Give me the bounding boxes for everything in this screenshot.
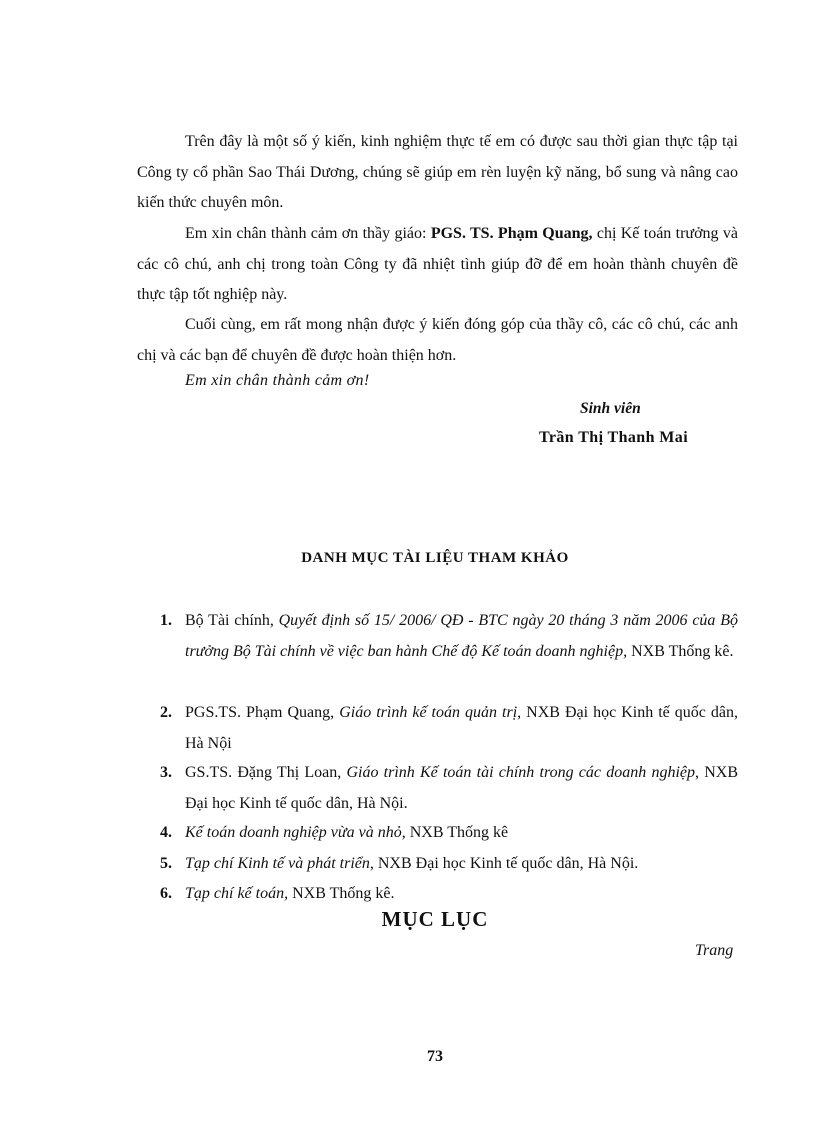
reference-title: Giáo trình Kế toán tài chính trong các doanh nghiệp [346, 764, 695, 781]
reference-number: 4. [160, 824, 172, 841]
reference-publisher: , NXB Đại học Kinh tế quốc dân, Hà Nội. [185, 764, 738, 812]
references-title: DANH MỤC TÀI LIỆU THAM KHẢO [301, 550, 569, 566]
ack-text-end: chị Kế toán trưởng và các cô chú, anh chị trong toàn Công ty đã nhiệt tình giúp đỡ để em hoàn thành chuyên đề thực tập tốt nghiệp này. [137, 225, 739, 303]
reference-author: PGS.TS. Phạm Quang, [185, 704, 340, 721]
reference-publisher: NXB Thống kê. [627, 643, 734, 660]
reference-publisher: NXB Đại học Kinh tế quốc dân, Hà Nội [185, 704, 739, 752]
page-number: 73 [427, 1048, 443, 1065]
paragraph-feedback: Cuối cùng, em rất mong nhận được ý kiến đóng góp của thầy cô, các cô chú, các anh chị và các bạn để chuyên đề được hoàn thiện hơn. [137, 316, 738, 364]
toc-page-label: Trang [695, 942, 734, 959]
reference-title: Tạp chí kế toán [185, 885, 285, 902]
reference-number: 2. [160, 704, 172, 721]
signature-name: Trần Thị Thanh Mai [539, 429, 689, 446]
reference-publisher: , NXB Thống kê [401, 824, 509, 841]
reference-title: Quyết định số 15/ 2006/ QĐ - BTC ngày 20 tháng 3 năm 2006 của Bộ trưởng Bộ Tài chính về việc ban hành Chế độ Kế toán doanh nghiệp, [185, 612, 738, 660]
toc-title: MỤC LỤC [381, 907, 489, 931]
supervisor-name: PGS. TS. Phạm Quang, [430, 225, 593, 242]
reference-author: Bộ Tài chính, [185, 612, 279, 629]
paragraph-acknowledgement [137, 219, 738, 311]
ack-text-start: Em xin chân thành cảm ơn thầy giáo: [185, 225, 431, 242]
reference-item [160, 848, 738, 879]
reference-item [160, 757, 738, 819]
reference-item [160, 697, 739, 759]
reference-publisher: , NXB Thống kê. [284, 885, 395, 902]
reference-number: 3. [160, 764, 172, 781]
paragraph-experience: Trên đây là một số ý kiến, kinh nghiệm thực tế em có được sau thời gian thực tập tại Công ty cổ phần Sao Thái Dương, chúng sẽ giúp em rèn luyện kỹ năng, bổ sung và nâng cao kiến thức chuyên môn. [137, 133, 738, 211]
reference-number: 5. [160, 855, 172, 872]
reference-title: Tạp chí Kinh tế và phát triển [185, 855, 370, 872]
reference-publisher: , NXB Đại học Kinh tế quốc dân, Hà Nội. [369, 855, 639, 872]
reference-number: 6. [160, 885, 172, 902]
reference-title: Kế toán doanh nghiệp vừa và nhỏ [185, 824, 402, 841]
reference-title: Giáo trình kế toán quản trị, [339, 704, 522, 721]
reference-item [160, 878, 738, 909]
reference-number: 1. [160, 612, 172, 629]
thanks-line: Em xin chân thành cảm ơn! [185, 372, 370, 389]
reference-item [160, 605, 738, 667]
reference-author: GS.TS. Đặng Thị Loan, [185, 764, 347, 781]
signature-role: Sinh viên [580, 400, 641, 417]
reference-item [160, 817, 738, 848]
